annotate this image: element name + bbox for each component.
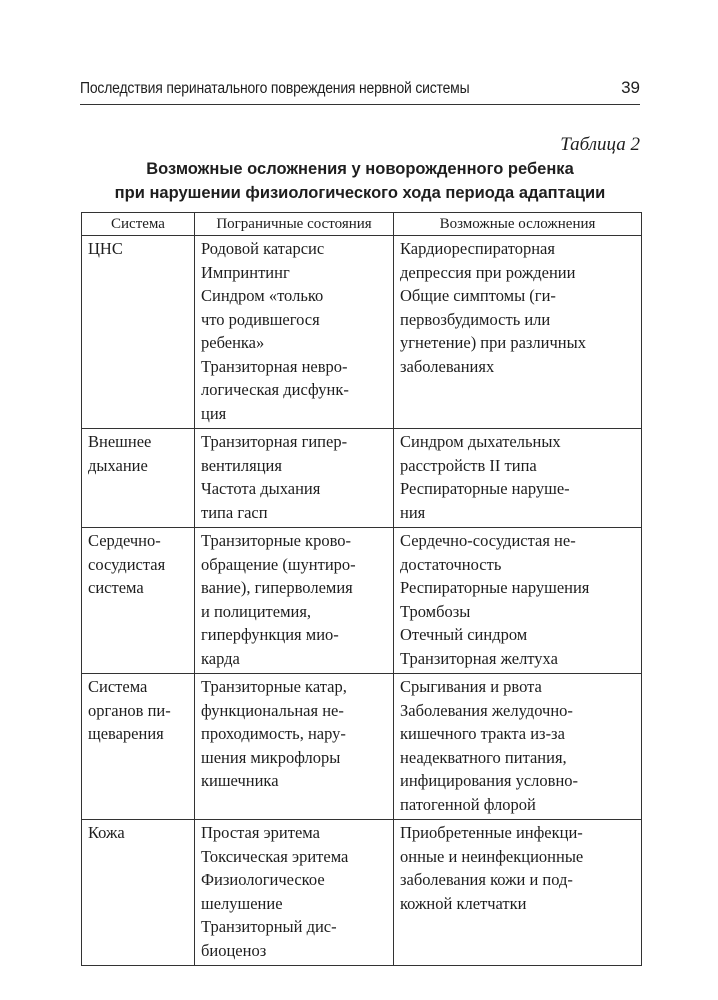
table-row [82,429,642,528]
cell-line: Транзиторные катар, [201,677,347,696]
cell-line: щеварения [88,724,164,743]
table-header-row [82,213,642,236]
cell-line: Транзиторный дис- [201,917,337,936]
complications-cell [394,429,642,528]
cell-line: Кардиореспираторная [400,239,555,258]
cell-line: кожной клетчатки [400,893,527,913]
cell-line: вание), гиперволемия [201,578,353,597]
cell-line: ния [400,502,426,522]
page-header [80,80,640,105]
border-states-cell [195,429,394,528]
complications-cell [394,674,642,820]
cell-line: функциональная не- [201,700,344,720]
cell-line: кишечника [201,771,279,790]
cell-line: Транзиторная гипер- [201,432,348,451]
cell-line: Токсическая эритема [201,846,349,866]
cell-line: Заболевания желудочно- [400,700,573,720]
title-line: Возможные осложнения у новорожденного ребенка [146,160,574,178]
table-row [82,820,642,966]
cell-line: Импринтинг [201,262,290,282]
cell-line: система [88,578,144,597]
cell-line: типа гасп [201,502,268,522]
cell-line: ЦНС [88,239,123,258]
cell-line: патогенной флорой [400,794,536,814]
cell-line: Синдром «только [201,286,324,305]
title-line: при нарушении физиологического хода периода адаптации [114,184,606,202]
cell-line: Кожа [88,823,125,842]
cell-line: ребенка» [201,333,265,352]
cell-line: ция [201,403,227,423]
cell-line: Общие симптомы (ги- [400,286,556,305]
system-cell [82,820,195,966]
complications-table [81,212,642,966]
cell-line: депрессия при рождении [400,262,576,282]
cell-line: заболевания кожи и под- [400,870,573,889]
complications-cell [394,236,642,429]
cell-line: что родившегося [201,309,320,329]
border-states-cell [195,674,394,820]
page-number: 39 [621,78,640,97]
running-head: Последствия перинатального повреждения нервной системы [80,80,470,97]
cell-line: Тромбозы [400,601,471,621]
table-title [60,157,660,205]
cell-line: Отечный синдром [400,625,528,644]
column-header-border-states: Пограничные состояния [195,213,394,236]
system-cell [82,674,195,820]
cell-line: Сердечно-сосудистая не- [400,531,576,550]
cell-line: Срыгивания и рвота [400,677,542,696]
cell-line: Сердечно- [88,531,161,550]
cell-line: достаточность [400,554,502,574]
cell-line: логическая дисфунк- [201,380,349,399]
table-row [82,528,642,674]
cell-line: вентиляция [201,455,282,475]
cell-line: расстройств II типа [400,455,537,475]
cell-line: дыхание [88,455,148,475]
cell-line: Частота дыхания [201,479,321,498]
cell-line: Синдром дыхательных [400,432,561,451]
cell-line: шелушение [201,893,283,913]
cell-line: обращение (шунтиро- [201,554,356,574]
system-cell [82,429,195,528]
cell-line: Приобретенные инфекци- [400,823,583,842]
cell-line: онные и неинфекционные [400,846,584,866]
border-states-cell [195,528,394,674]
cell-line: Простая эритема [201,823,320,842]
table-body [82,236,642,966]
cell-line: заболеваниях [400,356,495,376]
cell-line: Транзиторная желтуха [400,648,558,668]
system-cell [82,528,195,674]
cell-line: органов пи- [88,700,171,720]
cell-line: Физиологическое [201,870,325,889]
cell-line: карда [201,648,240,668]
cell-line: Респираторные наруше- [400,479,570,498]
table-row [82,674,642,820]
cell-line: угнетение) при различных [400,333,586,352]
cell-line: биоценоз [201,940,267,960]
column-header-complications: Возможные осложнения [394,213,642,236]
cell-line: Транзиторная невро- [201,356,348,376]
system-cell [82,236,195,429]
cell-line: и полицитемия, [201,601,312,621]
cell-line: проходимость, нару- [201,724,346,743]
cell-line: шения микрофлоры [201,747,341,767]
table-label: Таблица 2 [560,134,640,155]
cell-line: Система [88,677,148,696]
cell-line: гиперфункция мио- [201,625,339,644]
cell-line: неадекватного питания, [400,747,567,767]
border-states-cell [195,820,394,966]
cell-line: Транзиторные крово- [201,531,351,550]
column-header-system: Система [82,213,195,236]
cell-line: инфицирования условно- [400,771,579,790]
cell-line: сосудистая [88,554,166,574]
cell-line: Внешнее [88,432,152,451]
cell-line: Респираторные нарушения [400,578,590,597]
cell-line: Родовой катарсис [201,239,325,258]
border-states-cell [195,236,394,429]
cell-line: первозбудимость или [400,309,551,329]
complications-cell [394,528,642,674]
complications-cell [394,820,642,966]
table-row [82,236,642,429]
cell-line: кишечного тракта из-за [400,724,565,743]
